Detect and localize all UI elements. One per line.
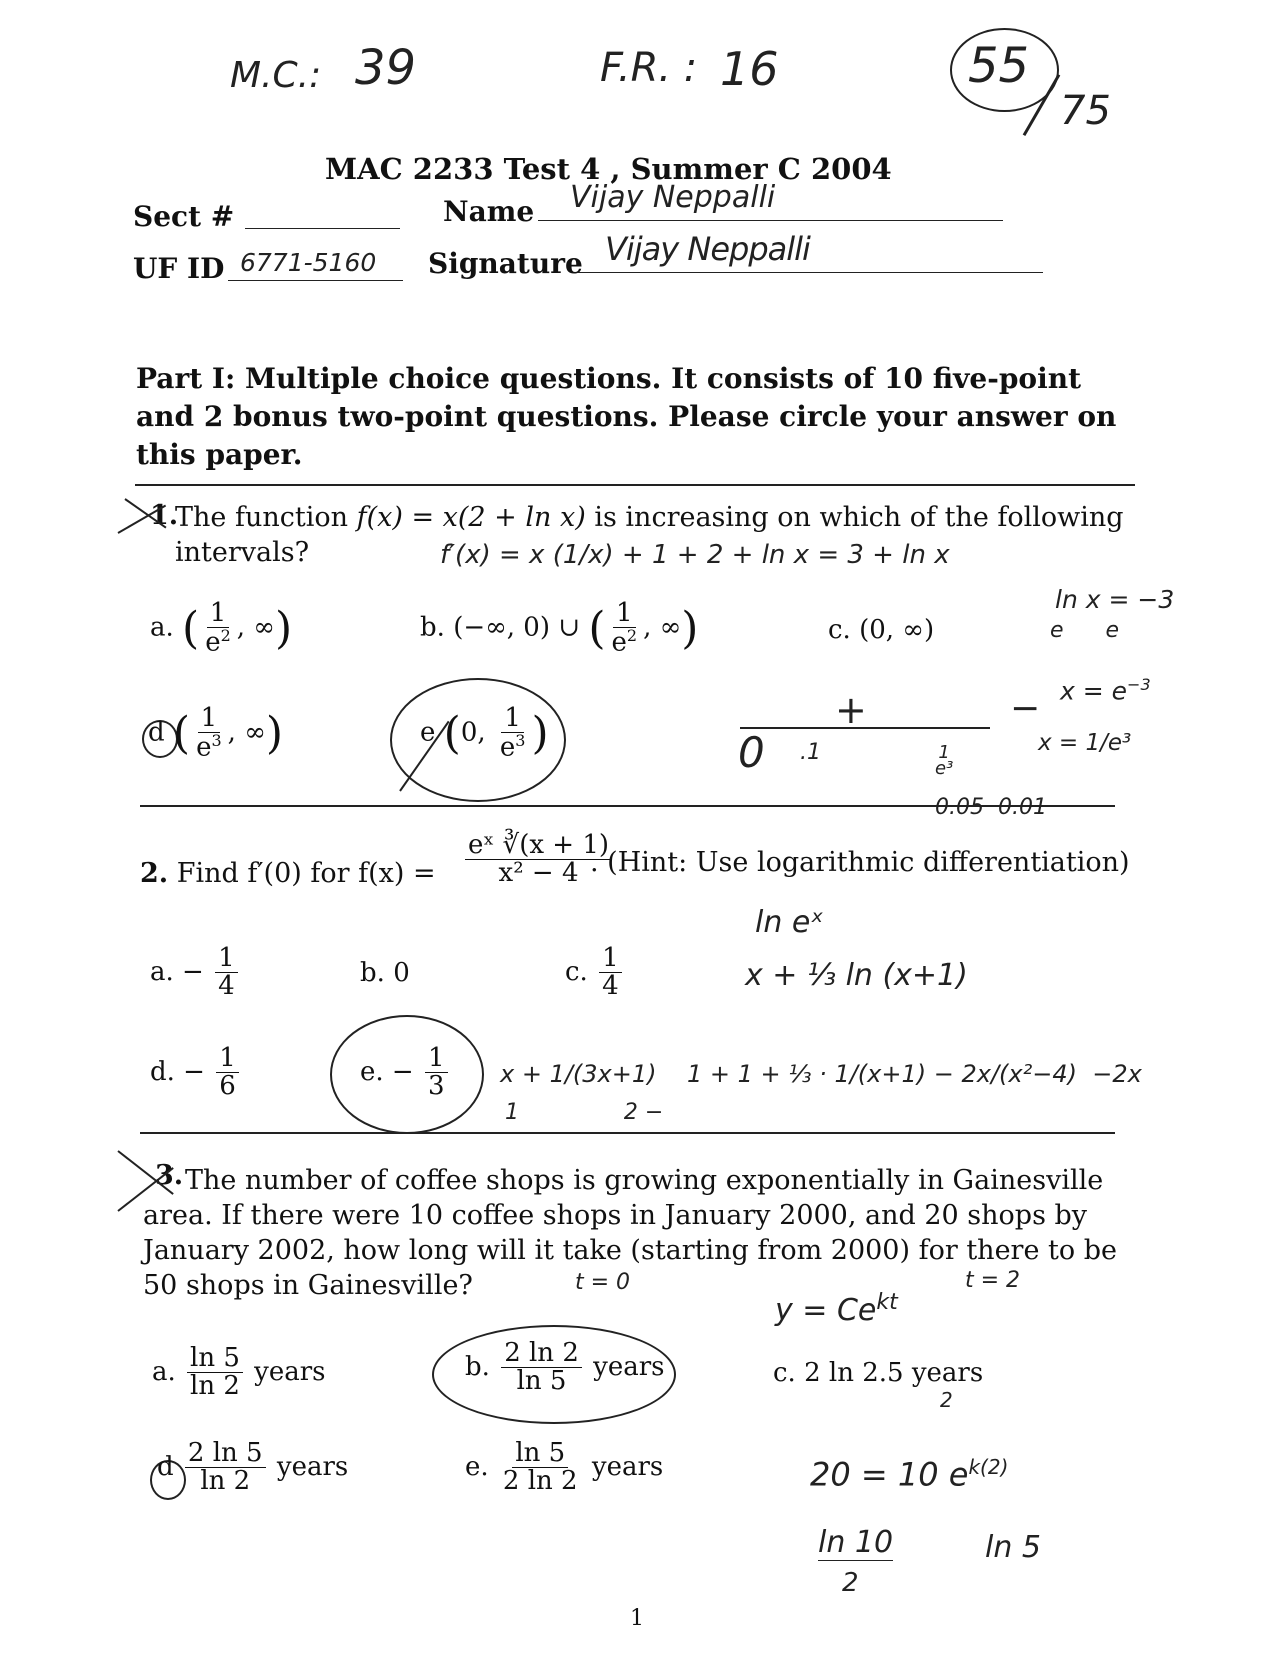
q3-a-num: ln 5 [187,1345,243,1373]
q3-e-unit: years [591,1451,664,1482]
total-max: 75 [1060,88,1111,134]
q2-d-num: 1 [216,1045,239,1073]
q2-d-den: 6 [219,1071,236,1102]
q3-choice-a-label: a. [152,1356,176,1387]
q3-work-two: 2 [940,1388,953,1412]
q3-text: The number of coffee shops is growing exponentially in Gainesville area. If there were 10 coffee shops in January 2000, and 20 shops by January 2002, how long will it take (starting from 2000) for there to be 50 shops in Gainesville? [143,1165,1117,1301]
q2-text-a: Find f′(0) for f(x) = [176,858,436,889]
q3-e-den: 2 ln 2 [502,1466,578,1497]
q3-choice-a[interactable] [152,1345,326,1401]
q3-b-num: 2 ln 2 [501,1340,582,1368]
q2-choice-b-label: b. [360,958,385,988]
q2-choice-b[interactable] [360,958,410,988]
q2-work-line1: ln eˣ [755,905,824,940]
exam-title: MAC 2233 Test 4 , Summer C 2004 [325,152,892,186]
fr-label: F.R. : [600,45,698,91]
q3-choice-b[interactable] [465,1340,665,1396]
q2-work-line2: x + ⅓ ln (x+1) [745,958,968,993]
q3-work-eq-base: 20 = 10 e [810,1455,969,1494]
q3-choice-c[interactable] [773,1358,983,1388]
q1-text-a: The function [175,502,348,533]
q3-work-ln10: ln 10 [818,1525,894,1560]
q3-choice-c-label: c. [773,1358,796,1388]
q2-a-den: 4 [218,971,235,1002]
mc-label: M.C.: [230,55,322,96]
signature-field: Vijay Neppalli [605,230,810,268]
q1-choice-a[interactable]: a. ( $\frac{1}{e^2}$ , ∞) [150,598,293,658]
q3-choice-d-label: d [157,1451,174,1482]
q3-a-unit: years [254,1356,326,1387]
q3-choice-d[interactable] [157,1440,348,1496]
instructions: Part I: Multiple choice questions. It consists of 10 five-point and 2 bonus two-point questions. Please circle your answer on this paper. [136,362,1117,471]
q3-choice-e-label: e. [465,1451,489,1482]
q2-c-num: 1 [599,945,622,973]
q2-e-den: 3 [427,1071,445,1102]
q3-work-model-base: y = Ce [775,1293,877,1328]
q1-choice-d[interactable]: d ( $\frac{1}{e^3}$ , ∞) [148,703,284,763]
q1-sign-zero: 0 [738,728,765,777]
q3-work-t0: t = 0 [575,1270,631,1295]
fr-score: 16 [720,42,779,96]
q2-choice-c-label: c. [565,956,588,987]
page-number: 1 [630,1606,644,1631]
signature-label: Signature [428,247,583,280]
q1-work-x1-base: x = e [1060,676,1128,706]
q2-e-num: 1 [425,1045,448,1073]
ufid-field: 6771-5160 [240,248,377,277]
q1-sign-line [740,727,990,729]
q1-work-decimals: 0.05 0.01 [935,795,1047,820]
q2-a-num: 1 [215,945,238,973]
q3-a-den: ln 2 [190,1371,240,1402]
q2-choice-b-value: 0 [393,958,410,988]
q1-work-e: e e [1050,618,1120,643]
q3-work-eq [810,1455,1008,1494]
q1-function: f(x) = x(2 + ln x) [356,502,586,533]
q1-choice-b[interactable]: b. (−∞, 0) ∪ ( $\frac{1}{e^2}$ , ∞) [420,598,699,658]
q3-work-over2: 2 [842,1568,859,1598]
q1-sign-minus: − [1010,688,1041,729]
q3-work-eq-exp: k(2) [968,1455,1009,1479]
q1-sign-plus: + [835,688,867,732]
q1-work-derivative: f′(x) = x (1/x) + 1 + 2 + ln x = 3 + ln x [440,540,950,570]
q1-number: 1. [150,500,179,531]
q3-choice-b-label: b. [465,1351,490,1382]
q1-text-b: is increasing on which of the following intervals? [175,502,1124,568]
q2-c-den: 4 [602,971,619,1002]
q2-choice-e-label: e. [360,1056,384,1087]
q3-e-num: ln 5 [512,1440,568,1468]
q2-work-line3: x + 1/(3x+1) 1 + 1 + ⅓ · 1/(x+1) − 2x/(x²−4) −2x [500,1060,1142,1088]
q3-b-den: ln 5 [516,1366,567,1397]
q1-choice-e-label: e [420,717,436,748]
q3-d-unit: years [276,1451,349,1482]
q2-choice-a[interactable]: a. − $\frac{1}{4}$ [150,945,241,1001]
q1-choice-a-label: a. [150,612,174,643]
q1-choice-c[interactable] [828,615,934,645]
q2-work-line4: 1 2 − [505,1100,664,1125]
q2-choice-d-label: d. [150,1056,175,1087]
q1-work-x1-exp: −3 [1127,675,1151,694]
q1-work-x1 [1060,675,1151,705]
q3-work-model-exp: kt [876,1290,898,1315]
q2-hint: . (Hint: Use logarithmic differentiation) [590,847,1130,878]
q2-fraction-den: x² − 4 [498,858,579,889]
q1-work-x2: x = 1/e³ [1038,730,1132,756]
q3-number: 3. [155,1160,184,1191]
q3-choice-c-value: 2 ln 2.5 [804,1358,904,1388]
q1-sign-frac: 1 e³ [935,742,954,779]
q1-choice-d-label: d [148,717,165,748]
q3-d-num: 2 ln 5 [185,1440,266,1468]
sect-field [245,228,400,229]
ufid-label: UF ID [133,252,225,285]
q2-text [140,856,436,891]
q3-d-den: ln 2 [200,1466,251,1497]
q3-choice-e[interactable] [465,1440,663,1496]
mc-score: 39 [355,40,417,96]
q3-b-unit: years [593,1351,665,1382]
q1-choice-b-label: b. [420,612,445,643]
q2-choice-c[interactable] [565,945,625,1001]
q2-fraction-num: eˣ ∛(x + 1) [465,832,612,860]
q2-choice-e[interactable]: e. − $\frac{1}{3}$ [360,1045,451,1101]
q3-c-unit: years [911,1358,984,1388]
sect-label: Sect # [133,200,235,233]
divider-q1 [140,805,1115,807]
q1-choice-e[interactable]: e (0, $\frac{1}{e^3}$ ) [420,703,549,763]
name-label: Name [443,195,535,228]
total-score: 55 [968,38,1030,94]
q1-choice-c-value: (0, ∞) [859,615,935,645]
q1-choice-b-prefix: (−∞, 0) ∪ [453,612,581,643]
q1-work-ln: ln x = −3 [1055,585,1175,614]
q2-choice-d[interactable]: d. − $\frac{1}{6}$ [150,1045,242,1101]
divider-q2 [140,1132,1115,1134]
q3-work-t2: t = 2 [965,1268,1021,1293]
divider-top [135,484,1135,486]
q2-number: 2. [140,858,169,889]
name-field-line [538,220,1003,221]
q3-work-model [775,1290,898,1328]
q2-choice-a-label: a. [150,956,174,987]
ufid-field-line [228,280,403,281]
signature-field-line [578,272,1043,273]
q1-sign-tick: .1 [800,740,821,765]
q1-choice-c-label: c. [828,615,851,645]
q3-work-ln5: ln 5 [985,1530,1041,1565]
name-field: Vijay Neppalli [570,180,776,215]
